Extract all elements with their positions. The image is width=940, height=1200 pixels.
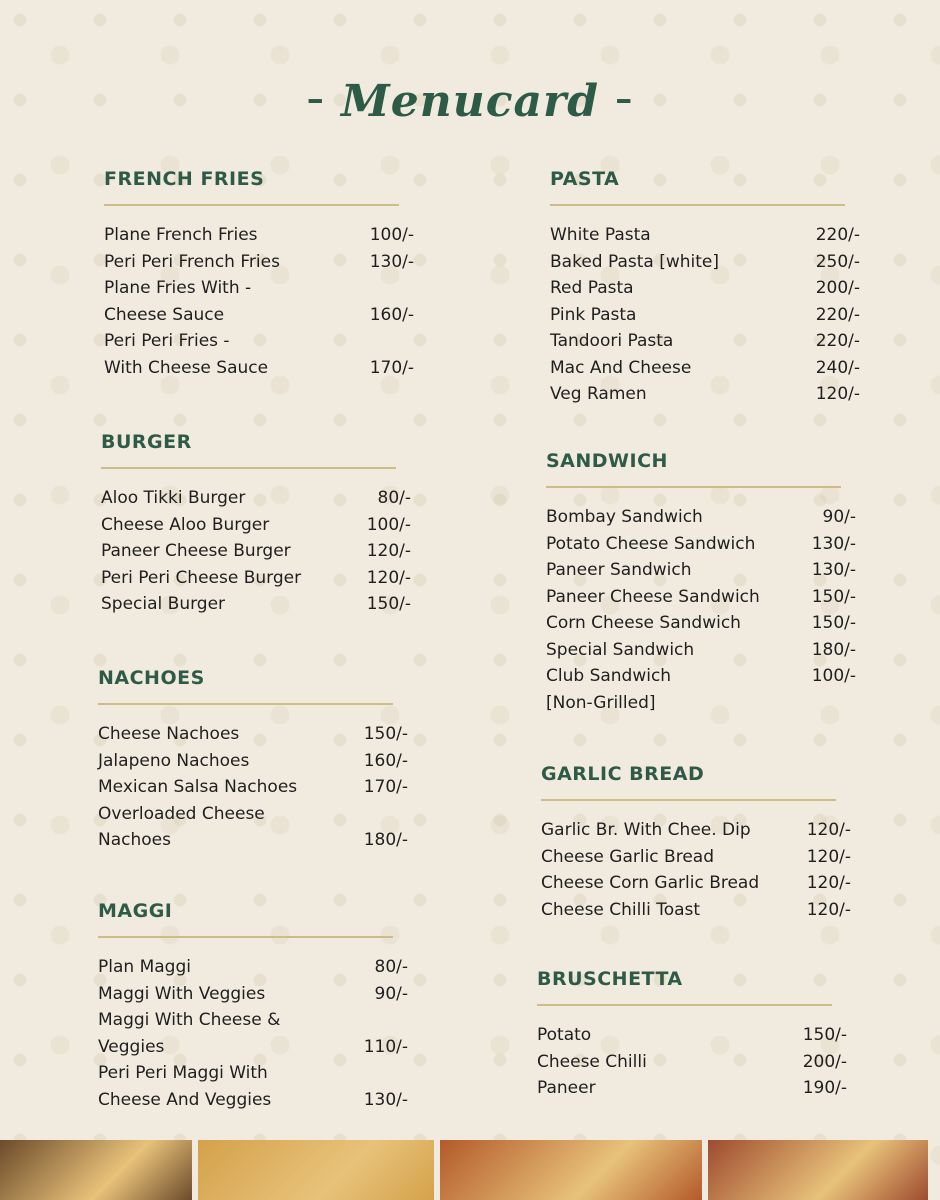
item-name: Cheese Corn Garlic Bread [541,873,760,893]
item-price: 130/- [811,533,856,554]
item-price: 180/- [811,639,856,660]
item-name: Plane French Fries [104,225,258,245]
item-price: 150/- [363,724,408,744]
item-price: 170/- [369,357,414,378]
food-photo-strip [0,1140,940,1200]
section-divider [537,1004,832,1006]
menu-item [550,328,860,355]
item-name: Mexican Salsa Nachoes [98,777,298,797]
menu-item [104,222,414,249]
section-title: BURGER [101,431,192,453]
item-name: Potato Cheese Sandwich [546,533,756,554]
item-name: Corn Cheese Sandwich [546,613,741,633]
item-price: 200/- [815,278,860,298]
item-name: Cheese Nachoes [98,724,240,744]
title-dash-right: – [615,79,634,119]
menu-item [98,1060,408,1087]
title-dash-left: – [306,79,325,119]
item-name: Paneer Cheese Sandwich [546,586,760,607]
item-name: Club Sandwich [546,666,672,686]
section-divider [104,204,399,206]
item-name: [Non-Grilled] [546,692,656,713]
item-price: 220/- [815,331,860,351]
item-name: Maggi With Cheese & [98,1010,281,1030]
section-divider [101,467,396,469]
item-price: 120/- [806,873,851,893]
item-name: Veggies [98,1036,165,1057]
item-price: 120/- [366,541,411,561]
menu-item [546,584,856,611]
item-price: 120/- [806,899,851,920]
item-name: Aloo Tikki Burger [101,488,246,508]
item-price: 130/- [811,560,856,580]
item-price: 150/- [802,1025,847,1045]
title-text: Menucard [341,76,599,127]
menu-item [546,610,856,637]
item-name: Potato [537,1025,592,1045]
section-pasta [550,168,880,408]
menu-item [98,1034,408,1061]
item-name: Baked Pasta [white] [550,251,720,272]
menu-item [550,222,860,249]
item-name: Pink Pasta [550,304,637,325]
menu-item [101,485,411,512]
item-price: 240/- [815,357,860,378]
item-name: Peri Peri Fries - [104,331,230,351]
nachos-photo [708,1140,928,1200]
item-price: 120/- [806,820,851,840]
item-name: Peri Peri Cheese Burger [101,567,302,588]
item-name: Plane Fries With - [104,278,252,298]
item-price: 190/- [802,1078,847,1098]
item-name: Overloaded Cheese [98,803,265,824]
item-name: Cheese Chilli Toast [541,899,701,920]
item-name: Paneer Sandwich [546,560,692,580]
item-price: 130/- [363,1089,408,1110]
item-price: 180/- [363,830,408,850]
menu-item [98,721,408,748]
menu-item [546,690,856,717]
section-divider [98,703,393,705]
menu-item [98,981,408,1008]
item-name: Maggi With Veggies [98,983,266,1004]
menu-item [98,748,408,775]
item-price: 120/- [815,384,860,404]
item-price: 90/- [374,983,408,1004]
item-price: 200/- [802,1051,847,1072]
menu-item [550,381,860,408]
item-name: Peri Peri Maggi With [98,1063,268,1083]
item-price: 80/- [377,488,411,508]
item-price: 100/- [811,666,856,686]
menu-item [541,897,851,924]
item-name: With Cheese Sauce [104,357,269,378]
item-price: 120/- [366,567,411,588]
item-name: White Pasta [550,225,651,245]
item-price: 100/- [369,225,414,245]
potato-wedges-photo [198,1140,434,1200]
menu-item [537,1075,847,1102]
item-price: 250/- [815,251,860,272]
item-name: Veg Ramen [550,384,647,404]
menu-item [550,249,860,276]
menu-item [546,663,856,690]
section-title: FRENCH FRIES [104,168,265,190]
item-price: 220/- [815,225,860,245]
item-name: Special Sandwich [546,639,695,660]
section-divider [541,799,836,801]
item-price: 110/- [363,1036,408,1057]
item-name: Mac And Cheese [550,357,692,378]
item-name: Cheese Chilli [537,1051,647,1072]
item-price: 130/- [369,251,414,272]
item-name: Jalapeno Nachoes [98,750,250,771]
section-title: SANDWICH [546,450,668,472]
section-divider [550,204,845,206]
section-divider [98,936,393,938]
menu-item [98,1087,408,1114]
menu-item [550,302,860,329]
menu-item [101,591,411,618]
item-name: Garlic Br. With Chee. Dip [541,820,751,840]
menu-item [98,801,408,828]
menu-item [546,504,856,531]
menu-item [546,557,856,584]
menu-item [104,302,414,329]
section-title: NACHOES [98,667,205,689]
item-name: Nachoes [98,830,171,850]
item-name: Cheese Sauce [104,304,225,325]
item-price: 150/- [811,613,856,633]
section-divider [546,486,841,488]
item-name: Cheese Garlic Bread [541,846,715,867]
menu-item [537,1049,847,1076]
section-title: BRUSCHETTA [537,968,683,990]
menu-item [104,328,414,355]
menu-item [537,1022,847,1049]
menu-item [101,512,411,539]
page-title [0,76,940,127]
item-name: Plan Maggi [98,957,191,977]
item-name: Paneer Cheese Burger [101,541,291,561]
menu-item [104,249,414,276]
item-price: 90/- [822,507,856,527]
menu-item [101,565,411,592]
menu-item [550,355,860,382]
menu-item [98,827,408,854]
item-name: Red Pasta [550,278,634,298]
item-name: Cheese And Veggies [98,1089,272,1110]
item-name: Special Burger [101,594,226,614]
menu-item [546,637,856,664]
item-name: Peri Peri French Fries [104,251,280,272]
menu-item [104,355,414,382]
section-nachoes [98,667,428,854]
item-price: 170/- [363,777,408,797]
pasta-photo [440,1140,702,1200]
item-name: Paneer [537,1078,596,1098]
item-price: 150/- [366,594,411,614]
section-french-fries [104,168,434,381]
menu-item [98,1007,408,1034]
section-sandwich [546,450,876,716]
menu-item [101,538,411,565]
section-burger [101,431,431,618]
fries-photo [0,1140,192,1200]
section-title: MAGGI [98,900,173,922]
menu-item [541,870,851,897]
item-name: Cheese Aloo Burger [101,514,270,535]
section-title: PASTA [550,168,620,190]
menu-item [98,954,408,981]
item-price: 150/- [811,586,856,607]
menu-item [541,844,851,871]
section-maggi [98,900,428,1113]
menu-item [541,817,851,844]
menu-item [104,275,414,302]
item-name: Tandoori Pasta [550,331,674,351]
item-price: 220/- [815,304,860,325]
menu-item [550,275,860,302]
item-price: 160/- [363,750,408,771]
menu-item [546,531,856,558]
item-price: 160/- [369,304,414,325]
section-garlic-bread [541,763,871,923]
menu-item [98,774,408,801]
section-title: GARLIC BREAD [541,763,705,785]
item-price: 80/- [374,957,408,977]
item-name: Bombay Sandwich [546,507,703,527]
item-price: 100/- [366,514,411,535]
item-price: 120/- [806,846,851,867]
section-bruschetta [537,968,867,1102]
